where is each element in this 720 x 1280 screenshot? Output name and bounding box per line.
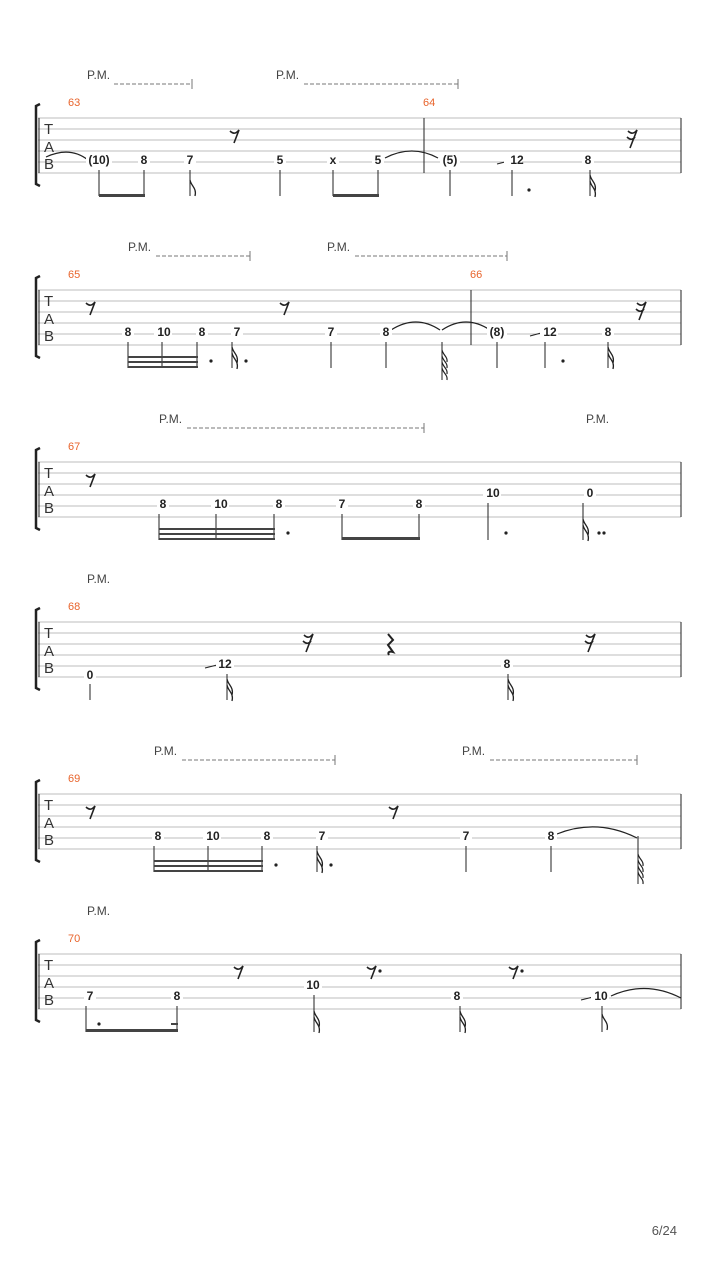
tie: [385, 151, 438, 158]
palm-mute-mark: P.M.: [276, 68, 300, 82]
fret-number: 8: [159, 497, 167, 511]
thirtysecond-flag: [638, 854, 643, 884]
vibrato-line: [276, 70, 456, 73]
tab-clef-a: A: [44, 975, 55, 992]
fret-number: 8: [154, 829, 162, 843]
tab-notes: [157, 486, 596, 511]
measure-number: 65: [68, 269, 81, 281]
tab-clef-t: T: [44, 797, 54, 814]
eighth-rest: [86, 806, 95, 819]
tie: [611, 988, 681, 998]
fret-number: 0: [86, 668, 94, 682]
tab-notes: [122, 325, 614, 339]
measure-number: 64: [423, 97, 436, 109]
tie: [557, 827, 637, 838]
vibrato-line: [484, 414, 664, 417]
measure-number: 67: [68, 441, 81, 453]
palm-mute-mark: P.M.: [159, 412, 183, 426]
fret-number: (5): [442, 153, 458, 167]
sixteenth-flag: [460, 1011, 465, 1033]
sixteenth-flag: [314, 1011, 319, 1033]
eighth-flag: [602, 1014, 607, 1030]
beam: [128, 366, 198, 368]
dot: [602, 531, 605, 534]
fret-number: 7: [233, 325, 241, 339]
eighth-rest: [86, 474, 95, 487]
beam: [128, 361, 198, 363]
tab-system-2: [36, 240, 681, 380]
fret-number: 12: [510, 153, 524, 167]
tab-notes: [86, 153, 594, 167]
fret-number: 8: [453, 989, 461, 1003]
tab-clef-a: A: [44, 483, 55, 500]
eighth-rest: [86, 302, 95, 315]
tab-system-4: [36, 572, 681, 701]
staff-lines: [38, 954, 681, 1009]
fret-number: 8: [173, 989, 181, 1003]
fret-number: 7: [318, 829, 326, 843]
tab-clef-a: A: [44, 139, 55, 156]
dot: [97, 1022, 100, 1025]
staff-lines: [38, 622, 681, 677]
dot: [378, 969, 381, 972]
eighth-rest: [509, 966, 518, 979]
eighth-flag: [190, 180, 195, 196]
dot: [504, 531, 507, 534]
beam: [99, 194, 145, 197]
fret-number: 8: [124, 325, 132, 339]
measure-number: 69: [68, 773, 81, 785]
fret-number: 8: [584, 153, 592, 167]
beam: [159, 528, 275, 530]
palm-mute-mark: P.M.: [87, 904, 111, 918]
staff-lines: [38, 794, 681, 849]
tab-clef-a: A: [44, 643, 55, 660]
dot: [244, 359, 247, 362]
dot: [209, 359, 212, 362]
eighth-rest: [389, 806, 398, 819]
tab-clef-b: B: [44, 832, 55, 849]
fret-number: (10): [88, 153, 110, 167]
fret-number: (8): [489, 325, 505, 339]
dot: [286, 531, 289, 534]
beam: [159, 538, 275, 540]
sixteenth-rest: [627, 130, 637, 148]
vibrato-line: [381, 242, 561, 245]
fret-number: 5: [374, 153, 382, 167]
tab-clef-a: A: [44, 815, 55, 832]
measure-number: 68: [68, 601, 81, 613]
tab-clef-b: B: [44, 660, 55, 677]
fret-number: 5: [276, 153, 284, 167]
fret-number: 7: [338, 497, 346, 511]
palm-mute-mark: P.M.: [586, 412, 610, 426]
eighth-rest: [234, 966, 243, 979]
fret-number: 10: [214, 497, 228, 511]
sixteenth-rest: [303, 634, 313, 652]
palm-mute-mark: P.M.: [154, 744, 178, 758]
beam: [171, 1023, 178, 1025]
fret-number: 8: [382, 325, 390, 339]
beam: [342, 537, 420, 540]
fret-number: 7: [86, 989, 94, 1003]
tab-system-3: [36, 412, 681, 541]
dot: [329, 863, 332, 866]
beam: [333, 194, 379, 197]
fret-number: 7: [186, 153, 194, 167]
dot: [527, 188, 530, 191]
sixteenth-flag: [508, 679, 513, 701]
fret-number: 10: [206, 829, 220, 843]
fret-number: 8: [415, 497, 423, 511]
measure-number: 66: [470, 269, 483, 281]
beam: [154, 860, 263, 862]
tab-clef-t: T: [44, 293, 54, 310]
tab-system-1: [36, 68, 681, 197]
sixteenth-flag: [317, 851, 322, 873]
vibrato-line: [548, 746, 720, 749]
thirtysecond-flag: [442, 350, 447, 380]
fret-number: 8: [140, 153, 148, 167]
eighth-rest: [280, 302, 289, 315]
tab-clef-b: B: [44, 328, 55, 345]
sixteenth-flag: [227, 679, 232, 701]
tab-clef-t: T: [44, 625, 54, 642]
tab-clef-b: B: [44, 500, 55, 517]
tab-notes: [84, 657, 513, 682]
fret-number: 7: [462, 829, 470, 843]
tab-clef-b: B: [44, 992, 55, 1009]
eighth-rest: [230, 130, 239, 143]
fret-number: 8: [503, 657, 511, 671]
vibrato-line: [374, 70, 554, 73]
sixteenth-flag: [590, 175, 595, 197]
sixteenth-flag: [232, 347, 237, 369]
page-number: 6/24: [651, 1223, 677, 1238]
beam: [159, 533, 275, 535]
sixteenth-flag: [608, 347, 613, 369]
fret-number: 8: [198, 325, 206, 339]
palm-mute-mark: P.M.: [327, 240, 351, 254]
palm-mute-mark: P.M.: [87, 572, 111, 586]
fret-number: 10: [306, 978, 320, 992]
beam: [86, 1029, 178, 1032]
palm-mute-mark: P.M.: [462, 744, 486, 758]
sixteenth-rest: [585, 634, 595, 652]
staff-lines: [38, 290, 681, 345]
measure-number: 70: [68, 933, 81, 945]
tab-system-6: [36, 904, 681, 1033]
tab-clef-b: B: [44, 156, 55, 173]
fret-number: 8: [547, 829, 555, 843]
fret-number: 8: [275, 497, 283, 511]
fret-number: 0: [586, 486, 594, 500]
tab-system-5: [36, 744, 720, 884]
palm-mute-mark: P.M.: [128, 240, 152, 254]
dot: [597, 531, 600, 534]
fret-number: 8: [263, 829, 271, 843]
tab-notes: [84, 978, 609, 1003]
beam: [154, 865, 263, 867]
beam: [128, 356, 198, 358]
fret-number: 7: [327, 325, 335, 339]
tab-clef-t: T: [44, 121, 54, 138]
dot: [520, 969, 523, 972]
eighth-rest: [367, 966, 376, 979]
palm-mute-mark: P.M.: [87, 68, 111, 82]
measure-number: 63: [68, 97, 81, 109]
beam: [154, 870, 263, 872]
tab-notes: [152, 829, 557, 843]
tab-clef-a: A: [44, 311, 55, 328]
sixteenth-rest: [636, 302, 646, 320]
tab-clef-t: T: [44, 957, 54, 974]
tab-clef-t: T: [44, 465, 54, 482]
fret-number: 12: [218, 657, 232, 671]
dot: [274, 863, 277, 866]
fret-number: 8: [604, 325, 612, 339]
fret-number: 10: [486, 486, 500, 500]
fret-number: 10: [157, 325, 171, 339]
sixteenth-flag: [583, 519, 588, 541]
fret-number: 10: [594, 989, 608, 1003]
fret-number: 12: [543, 325, 557, 339]
dot: [561, 359, 564, 362]
fret-number: x: [329, 153, 337, 167]
